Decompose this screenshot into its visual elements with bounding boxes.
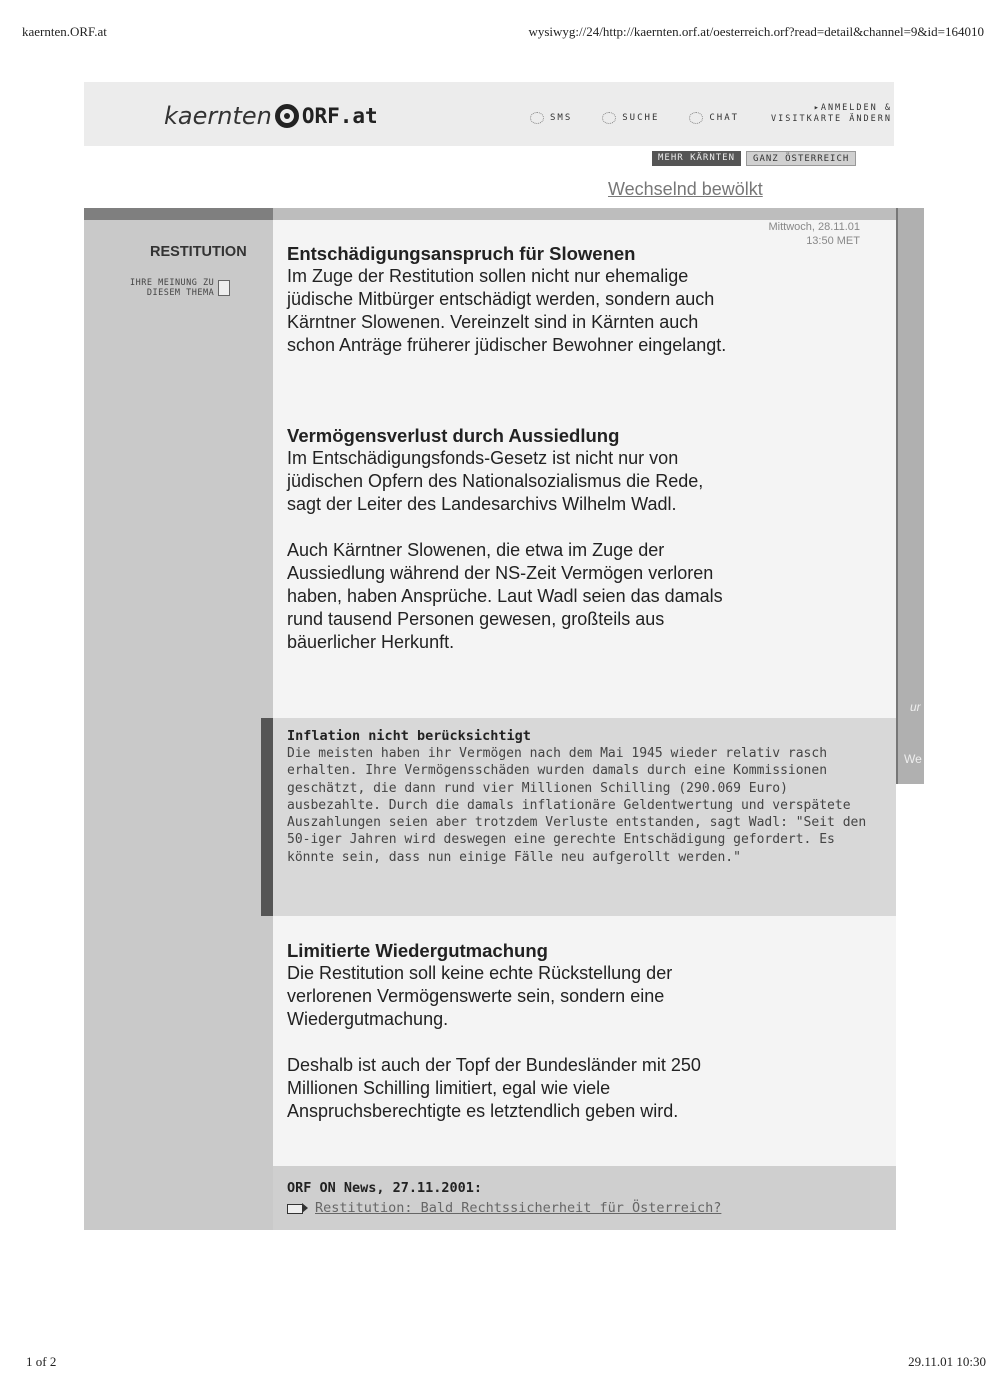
site-logo[interactable] xyxy=(164,102,378,130)
quote-body: Die meisten haben ihr Vermögen nach dem Mai 1945 wieder relativ rasch erhalten. Ihre Vermögensschäden wurden damals durch eine Kommissionen geschätzt, die dann rund vier Millionen Schilling (290.069 Euro) ausbezahlte. Durch die damals inflationäre Geldentwertung und verspätete Auszahlungen seien aber trotzdem Verluste entstanden, sagt Wadl: "Seit den 50-iger Jahren wird deswegen eine gerechte Entschädigung gefordert. Es könnte sein, dass nun einige Fälle neu aufgerollt werden." xyxy=(287,746,867,865)
quote-box xyxy=(261,718,896,916)
related-news-link[interactable]: Restitution: Bald Rechtssicherheit für Österreich? xyxy=(315,1200,722,1216)
opinion-line1: IHRE MEINUNG ZU xyxy=(130,278,215,288)
section-2-paragraph-1: Die Restitution soll keine echte Rückstellung der verlorenen Vermögenswerte sein, sondern eine Wiedergutmachung. xyxy=(287,963,673,1029)
article-headline: Entschädigungsanspruch für Slowenen xyxy=(287,243,636,264)
sidebar-title: RESTITUTION xyxy=(150,244,247,260)
section-2-title: Limitierte Wiedergutmachung xyxy=(287,940,548,961)
forum-icon xyxy=(218,280,230,296)
article-section-1 xyxy=(287,424,727,654)
print-header-url: wysiwyg://24/http://kaernten.orf.at/oesterreich.orf?read=detail&channel=9&id=164010 xyxy=(528,24,984,39)
site-header xyxy=(84,82,894,146)
print-footer-page: 1 of 2 xyxy=(26,1354,57,1369)
tab-ganz-oesterreich[interactable]: GANZ ÖSTERREICH xyxy=(746,151,856,166)
section-1-paragraph-2: Auch Kärntner Slowenen, die etwa im Zuge der Aussiedlung während der NS-Zeit Vermögen verloren haben, haben Ansprüche. Laut Wadl seien das damals rund tausend Personen gewesen, großteils aus bäuerlicher Herkunft. xyxy=(287,540,723,652)
article-dateline xyxy=(768,220,860,248)
sidebar xyxy=(84,208,273,1230)
article-section-2 xyxy=(287,939,727,1123)
nav-chat-label: CHAT xyxy=(709,113,740,123)
nav-search-label: SUCHE xyxy=(622,113,660,123)
quote-title: Inflation nicht berücksichtigt xyxy=(287,728,531,744)
article-content xyxy=(273,220,896,1230)
sidebar-top-bar xyxy=(84,208,273,220)
opinion-line2: DIESEM THEMA xyxy=(146,288,215,298)
edit-card-link[interactable]: VISITKARTE ÄNDERN xyxy=(771,114,892,124)
article-intro: Im Zuge der Restitution sollen nicht nur ehemalige jüdische Mitbürger entschädigt werden, sondern auch Kärntner Slowenen. Vereinzelt sind in Kärnten auch schon Anträge früherer jüdischer Bewohner eingelangt. xyxy=(287,266,727,355)
article-date: Mittwoch, 28.11.01 xyxy=(768,221,860,233)
top-nav xyxy=(530,112,739,124)
nav-sms[interactable] xyxy=(530,112,572,124)
sms-icon xyxy=(530,112,544,124)
section-2-paragraph-2: Deshalb ist auch der Topf der Bundesländer mit 250 Millionen Schilling limitiert, egal wie viele Anspruchsberechtigte es letztendlich geben wird. xyxy=(287,1055,701,1121)
link-arrow-icon xyxy=(287,1202,309,1214)
opinion-link[interactable] xyxy=(130,278,230,298)
content-top-strip xyxy=(273,208,896,220)
print-header-title: kaernten.ORF.at xyxy=(22,24,107,39)
section-1-title: Vermögensverlust durch Aussiedlung xyxy=(287,425,620,446)
account-links[interactable] xyxy=(771,103,892,125)
nav-chat[interactable] xyxy=(689,112,739,124)
right-panel-text-2: We xyxy=(904,752,922,766)
logo-text: kaernten xyxy=(164,102,272,130)
tab-mehr-kaernten[interactable]: MEHR KÄRNTEN xyxy=(652,151,741,166)
article-time: 13:50 MET xyxy=(806,235,860,247)
search-icon xyxy=(602,112,616,124)
print-footer-date: 29.11.01 10:30 xyxy=(908,1354,986,1369)
nav-search[interactable] xyxy=(602,112,659,124)
opinion-text xyxy=(130,278,214,298)
login-link[interactable]: ▸ANMELDEN & xyxy=(813,103,892,113)
related-news-row xyxy=(287,1200,896,1216)
related-news-title: ORF ON News, 27.11.2001: xyxy=(287,1180,483,1196)
orf-eye-icon xyxy=(275,104,299,128)
section-1-paragraph-1: Im Entschädigungsfonds-Gesetz ist nicht nur von jüdischen Opfern des Nationalsozialismus die Rede, sagt der Leiter des Landesarchivs Wilhelm Wadl. xyxy=(287,448,704,514)
article-intro-block xyxy=(287,242,727,357)
right-panel-text: ur xyxy=(910,700,921,714)
right-panel xyxy=(896,208,924,784)
logo-suffix: ORF.at xyxy=(301,104,378,128)
nav-sms-label: SMS xyxy=(550,113,573,123)
weather-link[interactable]: Wechselnd bewölkt xyxy=(608,179,763,199)
chat-icon xyxy=(689,112,703,124)
related-news-box xyxy=(273,1166,896,1230)
region-tabs xyxy=(652,151,856,166)
